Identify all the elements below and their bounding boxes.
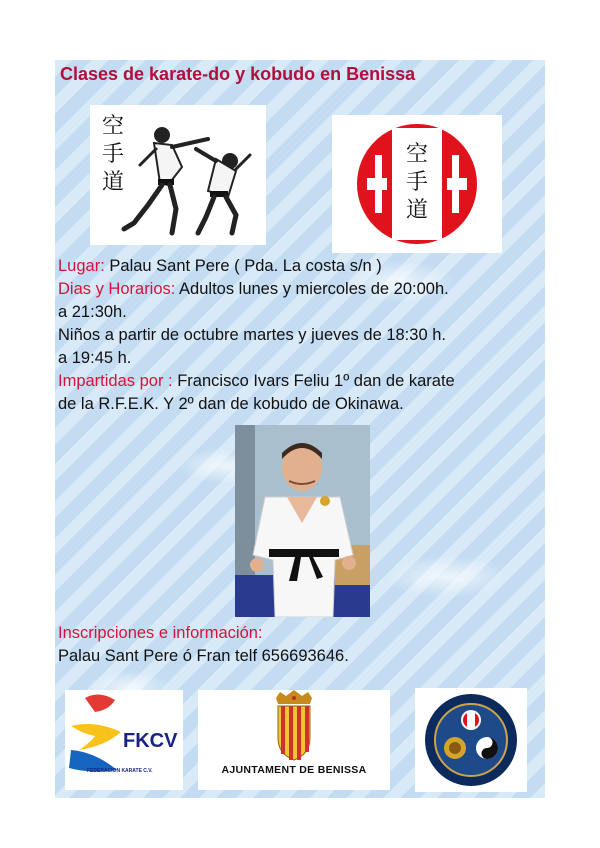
instructor-photo: [235, 425, 370, 617]
dias-line: [58, 278, 544, 301]
inscripciones-block: [58, 622, 544, 668]
karate-fighters-image: [90, 105, 266, 245]
kanji-char: 道: [101, 170, 124, 195]
kobudo-emblem-icon: [415, 688, 527, 792]
kanji-char: 道: [405, 198, 428, 223]
inscripciones-label: Inscripciones e información:: [58, 624, 263, 642]
lugar-label: Lugar:: [58, 257, 105, 275]
fkcv-logo: [65, 690, 183, 790]
fkcv-text: FKCV: [123, 730, 178, 752]
impartidas-continuation: de la R.F.E.K. Y 2º dan de kobudo de Okinawa.: [58, 395, 404, 413]
poster-title: Clases de karate-do y kobudo en Benissa: [60, 64, 416, 84]
ajuntament-label: AJUNTAMENT DE BENISSA: [221, 764, 367, 776]
lugar-line: [58, 255, 544, 278]
kanji-char: 手: [101, 142, 124, 167]
dias-value: Adultos lunes y miercoles de 20:00h.: [175, 280, 449, 298]
ajuntament-logo: [198, 690, 390, 790]
kobudo-association-logo: [415, 688, 527, 792]
dias-label: Dias y Horarios:: [58, 280, 176, 298]
impartidas-value: Francisco Ivars Feliu 1º dan de karate: [172, 372, 455, 390]
kanji-char: 空: [101, 114, 124, 139]
impartidas-label: Impartidas por :: [58, 372, 173, 390]
lugar-value: Palau Sant Pere ( Pda. La costa s/n ): [104, 257, 382, 275]
inscripciones-value: Palau Sant Pere ó Fran telf 656693646.: [58, 647, 349, 665]
dias-continuation: a 21:30h.: [58, 303, 127, 321]
instructor-illustration: [235, 425, 370, 617]
class-info: [58, 255, 544, 416]
karate-emblem: [332, 115, 502, 253]
kanji-char: 空: [405, 142, 428, 167]
impartidas-line: [58, 370, 544, 393]
fighters-illustration: [90, 105, 266, 245]
emblem-kanji-column: [404, 141, 430, 225]
ninos-line-2: a 19:45 h.: [58, 349, 132, 367]
kanji-char: 手: [405, 170, 428, 195]
ninos-line-1: Niños a partir de octubre martes y jueves de 18:30 h.: [58, 326, 446, 344]
fkcv-subtitle: FEDERACION KARATE C.V.: [87, 768, 153, 774]
